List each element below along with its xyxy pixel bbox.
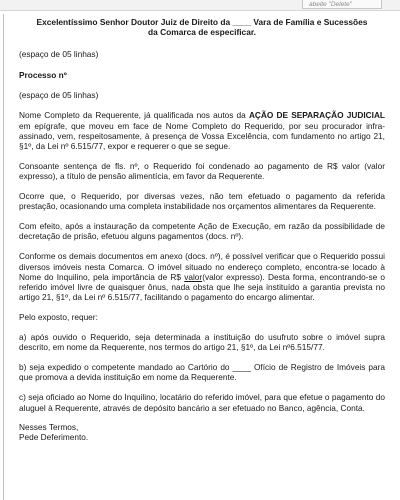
paragraph-2: Consoante sentença de fls. nº, o Requerido foi condenado ao pagamento de R$ valor (valor expresso), a título de pensão alimentícia, em favor da Requerente. bbox=[19, 160, 385, 182]
paragraph-5 bbox=[19, 251, 385, 302]
heading-line-2: da Comarca de especificar. bbox=[148, 27, 256, 38]
request-c: c) seja oficiado ao Nome do Inquilino, locatário do referido imóvel, para que efetue o pagamento do aluguel à Requerente, através de depósito bancário a ser efetuado no Banco, agência, Conta. bbox=[19, 392, 385, 413]
paragraph-4: Com efeito, após a instauração da competente Ação de Execução, em razão da possibilidade de decretação de prisão, efetuou alguns pagamentos (docs. nº). bbox=[19, 221, 385, 242]
document-body bbox=[19, 17, 385, 442]
paragraph-3: Ocorre que, o Requerido, por diversas vezes, não tem efetuado o pagamento da referida prestação, ocasionando uma completa instabilidade nos orçamentos alimentares da Requerente. bbox=[19, 191, 385, 212]
delete-label: abeite "Delete" bbox=[302, 0, 382, 9]
top-edge bbox=[0, 0, 400, 11]
paragraph-1 bbox=[19, 110, 385, 151]
spacing-note-1: (espaço de 05 linhas) bbox=[19, 49, 99, 60]
value-underlined: valor bbox=[184, 271, 203, 282]
left-edge bbox=[3, 14, 4, 500]
paragraph-1-post: em epígrafe, que moveu em face de Nome Completo do Requerido, por seu procurador infra-assinado, vem, respeitosamente, à presença de Vossa Excelência, com fundamento no artigo 21, §1º, da Lei nº 6.515/77, expor e requerer o que se segue. bbox=[19, 120, 385, 152]
paragraph-5-pre: Conforme os demais documentos em anexo (docs. nº), é possível verificar que o Requerido possui diversos imóveis nesta Comarca. O imóvel situado no endereço completo, encontra-se locado à Nome do Inquilino, pela importância de R$ bbox=[19, 251, 385, 282]
paragraph-5-post: (valor expresso). Desta forma, encontrando-se o referido imóvel livre de quaisquer ônus, nada obsta que lhe seja instituído a garantia prevista no artigo 21, §1º, da Lei nº 6.515/77, facilitando o pagamento do encargo alimentar. bbox=[19, 271, 385, 303]
paragraph-6: Pelo exposto, requer: bbox=[19, 312, 98, 323]
process-label: Processo nº bbox=[19, 69, 67, 80]
closing-line-1: Nesses Termos, bbox=[19, 421, 79, 432]
spacing-note-2: (espaço de 05 linhas) bbox=[19, 90, 99, 100]
request-b: b) seja expedido o competente mandado ao Cartório do ____ Ofício de Registro de Imóveis para que promova a devida instituição em nome da Requerente. bbox=[19, 362, 385, 383]
paragraph-1-pre: Nome Completo da Requerente, já qualificada nos autos da bbox=[19, 110, 249, 121]
closing-line-2: Pede Deferimento. bbox=[19, 432, 89, 443]
closing bbox=[19, 422, 385, 443]
action-title: AÇÃO DE SEPARAÇÃO JUDICIAL bbox=[248, 110, 386, 121]
document-heading bbox=[19, 17, 385, 37]
heading-line-1: Excelentíssimo Senhor Doutor Juiz de Direito da ____ Vara de Família e Sucessões bbox=[36, 17, 368, 27]
request-a: a) após ouvido o Requerido, seja determinada a instituição do usufruto sobre o imóvel supra descrito, em nome da Requerente, nos termos do artigo 21, §1º, da Lei nº6.515/77. bbox=[19, 332, 385, 353]
